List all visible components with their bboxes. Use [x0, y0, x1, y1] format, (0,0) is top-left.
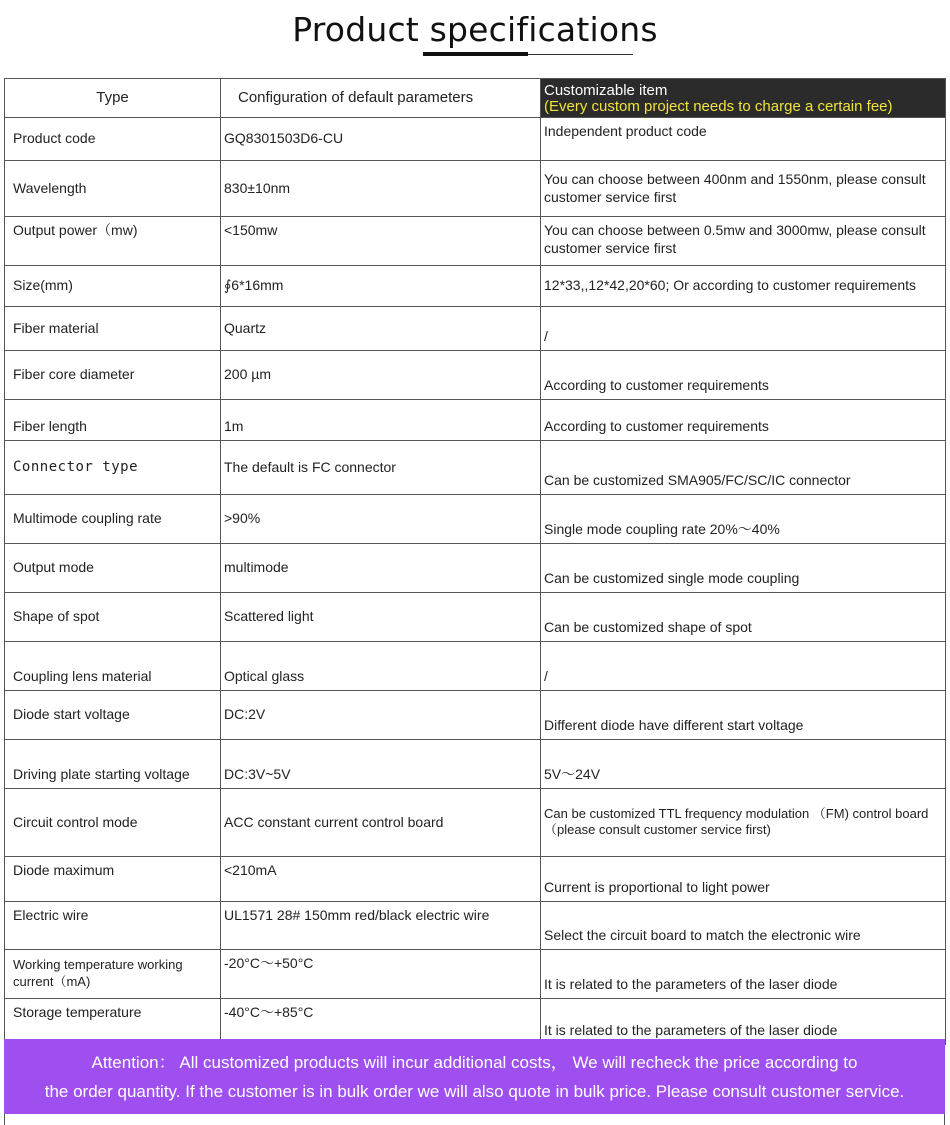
row-config: 200 µm — [221, 350, 541, 399]
table-row — [5, 739, 946, 788]
row-custom: Independent product code — [541, 117, 946, 160]
row-config: <210mA — [221, 856, 541, 901]
table-row — [5, 901, 946, 949]
row-type: Fiber length — [5, 399, 221, 440]
row-config: GQ8301503D6-CU — [221, 117, 541, 160]
row-config: multimode — [221, 543, 541, 592]
row-custom: 5V～24V — [541, 739, 946, 788]
table-row — [5, 690, 946, 739]
row-custom: Select the circuit board to match the electronic wire — [541, 901, 946, 949]
row-custom: It is related to the parameters of the laser diode — [541, 998, 946, 1044]
row-type: Product code — [5, 117, 221, 160]
row-custom: Different diode have different start voltage — [541, 690, 946, 739]
column-header-config: Configuration of default parameters — [221, 79, 541, 118]
row-config: Optical glass — [221, 641, 541, 690]
row-custom: / — [541, 641, 946, 690]
row-config: The default is FC connector — [221, 440, 541, 494]
row-config: Quartz — [221, 306, 541, 350]
table-row — [5, 399, 946, 440]
row-type: Size(mm) — [5, 265, 221, 306]
table-row — [5, 543, 946, 592]
row-type: Coupling lens material — [5, 641, 221, 690]
row-type — [5, 440, 221, 494]
column-header-custom-note: (Every custom project needs to charge a certain fee) — [544, 97, 893, 115]
row-type: Shape of spot — [5, 592, 221, 641]
table-row — [5, 998, 946, 1044]
row-custom: You can choose between 0.5mw and 3000mw, please consult customer service first — [541, 216, 946, 265]
row-type: Electric wire — [5, 901, 221, 949]
row-type — [5, 949, 221, 998]
table-row — [5, 216, 946, 265]
table-row — [5, 350, 946, 399]
row-config: 830±10nm — [221, 160, 541, 216]
row-custom — [541, 788, 946, 856]
table-row — [5, 117, 946, 160]
row-type: Output power（mw) — [5, 216, 221, 265]
row-custom: / — [541, 306, 946, 350]
column-header-type: Type — [5, 79, 221, 118]
row-config: 1m — [221, 399, 541, 440]
row-type: Diode start voltage — [5, 690, 221, 739]
table-row — [5, 949, 946, 998]
table-header-row — [5, 79, 946, 118]
bottom-strip — [4, 1114, 945, 1125]
row-config: <150mw — [221, 216, 541, 265]
row-type: Multimode coupling rate — [5, 494, 221, 543]
spec-table — [4, 78, 946, 1045]
row-custom: Can be customized SMA905/FC/SC/IC connector — [541, 440, 946, 494]
row-type: Driving plate starting voltage — [5, 739, 221, 788]
row-config: ∮6*16mm — [221, 265, 541, 306]
table-row — [5, 592, 946, 641]
row-type-text: Working temperature working current（mA) — [13, 957, 183, 989]
row-config: DC:2V — [221, 690, 541, 739]
attention-line-1: Attention： All customized products will incur additional costs， We will recheck the price according to — [91, 1053, 858, 1072]
row-config: ACC constant current control board — [221, 788, 541, 856]
row-custom: It is related to the parameters of the laser diode — [541, 949, 946, 998]
row-custom: According to customer requirements — [541, 399, 946, 440]
row-type: Output mode — [5, 543, 221, 592]
table-row — [5, 265, 946, 306]
row-custom: 12*33,,12*42,20*60; Or according to customer requirements — [541, 265, 946, 306]
title-underline — [423, 52, 528, 56]
row-custom: According to customer requirements — [541, 350, 946, 399]
row-custom: Current is proportional to light power — [541, 856, 946, 901]
row-custom: You can choose between 400nm and 1550nm, please consult customer service first — [541, 160, 946, 216]
column-header-custom-label: Customizable item — [544, 82, 668, 99]
row-custom: Can be customized single mode coupling — [541, 543, 946, 592]
row-type: Fiber core diameter — [5, 350, 221, 399]
row-config: -20°C～+50°C — [221, 949, 541, 998]
column-header-custom — [541, 79, 946, 118]
table-row — [5, 306, 946, 350]
page-title: Product specifications — [292, 10, 658, 49]
row-config: DC:3V~5V — [221, 739, 541, 788]
row-custom: Can be customized shape of spot — [541, 592, 946, 641]
row-config: UL1571 28# 150mm red/black electric wire — [221, 901, 541, 949]
row-config: -40°C～+85°C — [221, 998, 541, 1044]
table-row — [5, 494, 946, 543]
table-row — [5, 641, 946, 690]
row-config: >90% — [221, 494, 541, 543]
table-row — [5, 440, 946, 494]
attention-banner — [4, 1039, 945, 1114]
row-type: Wavelength — [5, 160, 221, 216]
table-row — [5, 788, 946, 856]
table-row — [5, 856, 946, 901]
row-type: Diode maximum — [5, 856, 221, 901]
row-config: Scattered light — [221, 592, 541, 641]
attention-line-2: the order quantity. If the customer is in bulk order we will also quote in bulk price. Please consult customer service. — [44, 1082, 905, 1101]
row-custom-text: Can be customized TTL frequency modulation （FM) control board（please consult customer service first) — [544, 805, 929, 837]
row-type: Circuit control mode — [5, 788, 221, 856]
row-type: Storage temperature — [5, 998, 221, 1044]
row-type: Fiber material — [5, 306, 221, 350]
table-row — [5, 160, 946, 216]
row-custom: Single mode coupling rate 20%～40% — [541, 494, 946, 543]
row-type-label: Connector type — [13, 459, 139, 476]
